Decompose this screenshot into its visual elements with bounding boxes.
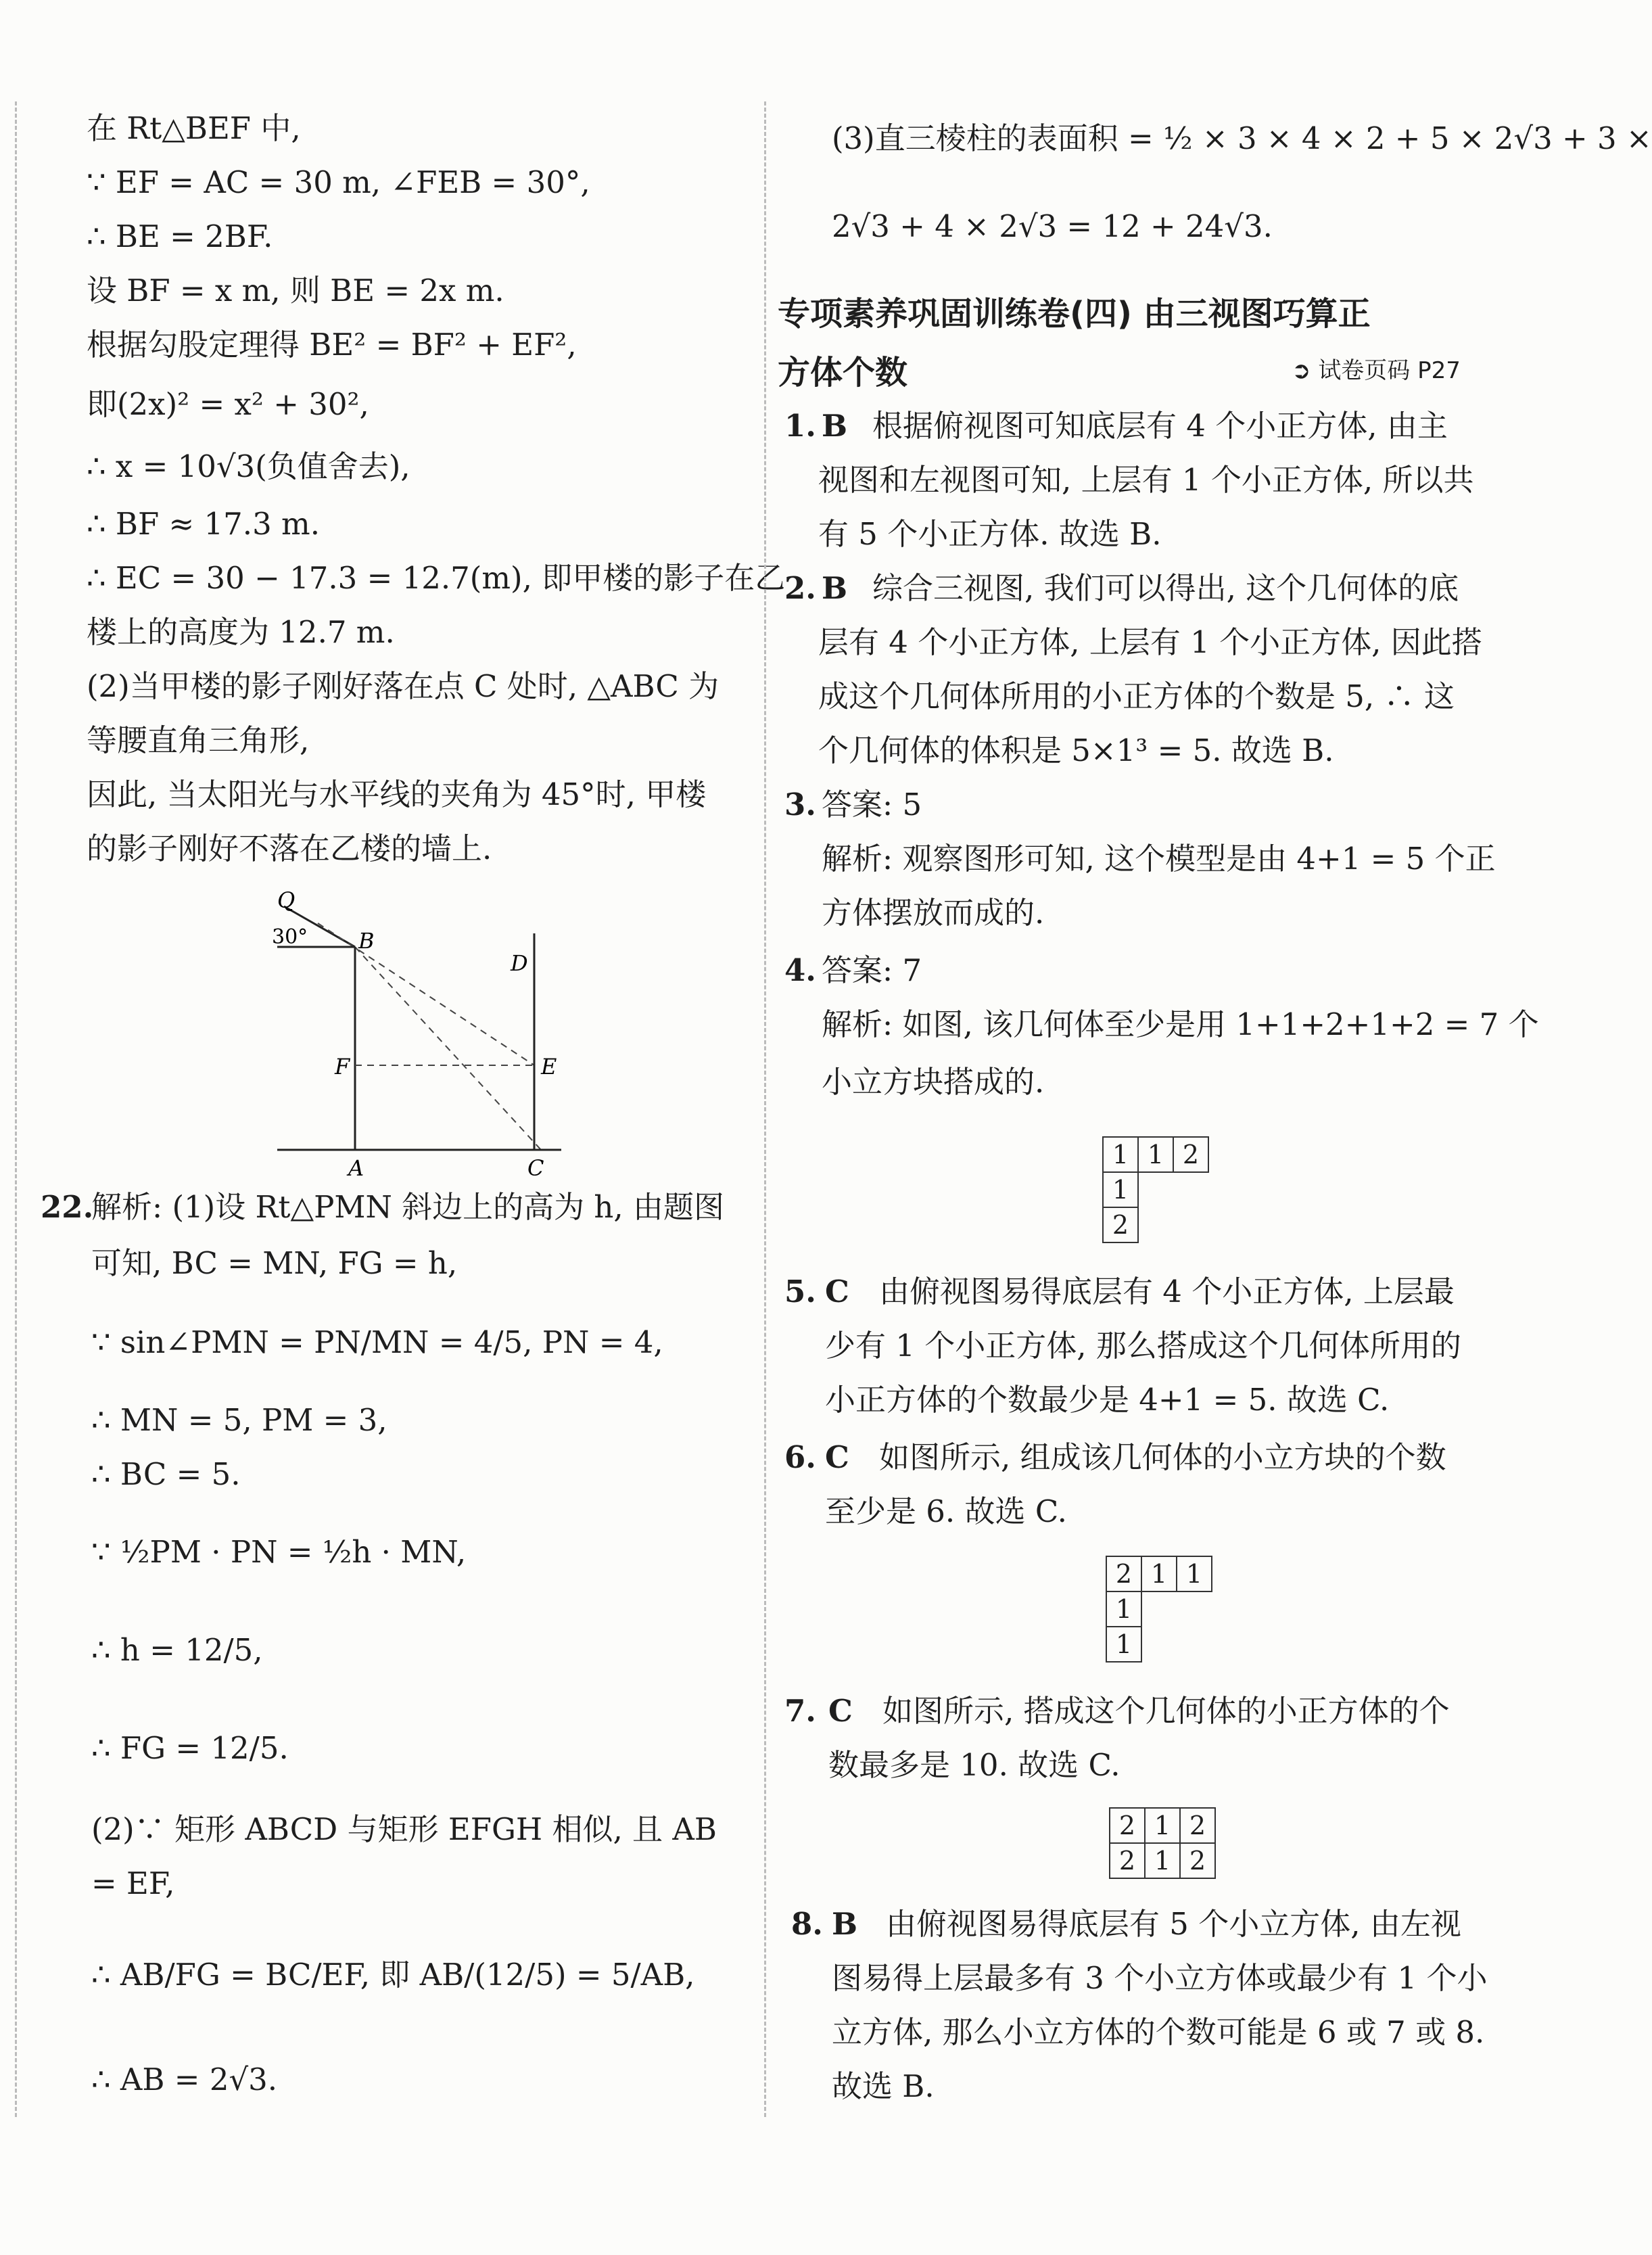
answer-letter: B xyxy=(822,408,848,444)
answer-letter: C xyxy=(825,1439,849,1475)
text-line: 楼上的高度为 12.7 m. xyxy=(87,614,395,650)
text-line: (2)当甲楼的影子刚好落在点 C 处时, △ABC 为 xyxy=(87,668,719,704)
question-number: 7. xyxy=(784,1693,816,1729)
text-line: 在 Rt△BEF 中, xyxy=(87,110,301,146)
text-line: ∴ FG = 12/5. xyxy=(91,1730,289,1766)
label-q: Q xyxy=(277,887,296,913)
text-line: 小正方体的个数最少是 4+1 = 5. 故选 C. xyxy=(825,1382,1390,1418)
text-line: 等腰直角三角形, xyxy=(87,722,310,758)
dashed-ray-be xyxy=(318,923,534,1065)
label-a: A xyxy=(348,1155,364,1181)
text-line: 设 BF = x m, 则 BE = 2x m. xyxy=(87,273,504,308)
page-ref xyxy=(1292,352,1461,385)
grid-cell: 1 xyxy=(1141,1556,1177,1591)
grid-cell: 2 xyxy=(1103,1207,1138,1242)
text-line: ∴ EC = 30 − 17.3 = 12.7(m), 即甲楼的影子在乙 xyxy=(87,560,786,596)
label-f: F xyxy=(335,1054,350,1079)
text-line: 可知, BC = MN, FG = h, xyxy=(91,1245,458,1281)
text-line: 如图所示, 组成该几何体的小立方块的个数 xyxy=(879,1439,1446,1475)
grid-cell: 2 xyxy=(1180,1843,1215,1878)
text-line: 至少是 6. 故选 C. xyxy=(825,1493,1067,1529)
text-line: 解析: 如图, 该几何体至少是用 1+1+2+1+2 = 7 个 xyxy=(822,1006,1539,1042)
section-title: 专项素养巩固训练卷(四) 由三视图巧算正 xyxy=(778,295,1371,333)
question-number: 2. xyxy=(784,570,816,606)
text-line: 综合三视图, 我们可以得出, 这个几何体的底 xyxy=(872,570,1459,606)
answer-letter: C xyxy=(828,1693,853,1729)
grid-cell: 1 xyxy=(1138,1137,1173,1172)
text-line: 的影子刚好不落在乙楼的墙上. xyxy=(87,831,492,866)
grid-cell: 1 xyxy=(1103,1172,1138,1207)
grid-empty xyxy=(1173,1207,1208,1242)
text-line: ∴ BC = 5. xyxy=(91,1456,241,1492)
text-line: ∴ AB/FG = BC/EF, 即 AB/(12/5) = 5/AB, xyxy=(91,1957,695,1993)
question-number: 6. xyxy=(784,1439,816,1475)
question-number: 5. xyxy=(784,1274,816,1309)
answer-letter: B xyxy=(832,1906,858,1942)
question-number: 22. xyxy=(41,1189,94,1225)
count-grid-q6 xyxy=(1106,1556,1212,1663)
text-line: 解析: 观察图形可知, 这个模型是由 4+1 = 5 个正 xyxy=(822,841,1496,877)
right-column xyxy=(764,0,1652,2255)
column-divider-dashed xyxy=(764,101,766,2117)
text-line: 数最多是 10. 故选 C. xyxy=(828,1747,1120,1783)
text-line: 视图和左视图可知, 上层有 1 个小正方体, 所以共 xyxy=(818,462,1474,498)
dashed-ray-bc xyxy=(355,947,541,1150)
text-line: ∴ x = 10√3(负值舍去), xyxy=(87,448,410,484)
count-grid-q4 xyxy=(1102,1136,1209,1243)
label-d: D xyxy=(511,950,528,976)
question-number: 1. xyxy=(784,408,816,444)
text-line: 根据勾股定理得 BE² = BF² + EF², xyxy=(87,327,577,363)
page-ref-label: 试卷页码 P27 xyxy=(1318,357,1461,384)
grid-cell: 2 xyxy=(1110,1843,1145,1878)
text-line: 答案: 5 xyxy=(822,787,922,822)
text-line: ∴ AB = 2√3. xyxy=(91,2062,278,2097)
text-line: 图易得上层最多有 3 个小立方体或最少有 1 个小 xyxy=(832,1960,1488,1996)
grid-empty xyxy=(1173,1172,1208,1207)
grid-empty xyxy=(1141,1627,1177,1662)
question-number: 8. xyxy=(791,1906,823,1942)
text-line: ∴ h = 12/5, xyxy=(91,1632,263,1668)
text-line: ∵ sin∠PMN = PN/MN = 4/5, PN = 4, xyxy=(91,1324,663,1360)
arrow-right-icon: ➲ xyxy=(1292,357,1311,384)
count-grid-q7 xyxy=(1109,1807,1216,1879)
grid-empty xyxy=(1141,1591,1177,1627)
text-line: 故选 B. xyxy=(832,2068,935,2104)
text-line: 层有 4 个小正方体, 上层有 1 个小正方体, 因此搭 xyxy=(818,624,1482,660)
label-b: B xyxy=(358,928,375,954)
answer-letter: B xyxy=(822,570,848,606)
grid-cell: 1 xyxy=(1145,1843,1180,1878)
text-line: ∵ ½PM · PN = ½h · MN, xyxy=(91,1534,467,1570)
grid-cell: 1 xyxy=(1103,1137,1138,1172)
text-line: 方体摆放而成的. xyxy=(822,895,1045,931)
grid-cell: 1 xyxy=(1106,1627,1141,1662)
question-number: 3. xyxy=(784,787,816,822)
grid-cell: 1 xyxy=(1177,1556,1212,1591)
text-line: 有 5 个小正方体. 故选 B. xyxy=(818,516,1162,552)
grid-cell: 1 xyxy=(1145,1808,1180,1843)
grid-empty xyxy=(1177,1627,1212,1662)
text-line: 成这个几何体所用的小正方体的个数是 5, ∴ 这 xyxy=(818,678,1455,714)
grid-empty xyxy=(1177,1591,1212,1627)
text-line: ∴ BF ≈ 17.3 m. xyxy=(87,506,321,542)
text-line: 少有 1 个小正方体, 那么搭成这个几何体所用的 xyxy=(825,1328,1461,1364)
text-line: 即(2x)² = x² + 30², xyxy=(87,386,369,422)
text-line: 立方体, 那么小立方体的个数可能是 6 或 7 或 8. xyxy=(832,2014,1485,2050)
margin-dashed-line xyxy=(15,101,17,2117)
label-e: E xyxy=(541,1054,557,1079)
question-number: 4. xyxy=(784,952,816,988)
label-angle: 30° xyxy=(272,925,308,949)
text-line: 解析: (1)设 Rt△PMN 斜边上的高为 h, 由题图 xyxy=(91,1189,725,1225)
label-c: C xyxy=(527,1155,544,1181)
left-column xyxy=(0,0,786,2255)
grid-empty xyxy=(1138,1172,1173,1207)
grid-empty xyxy=(1138,1207,1173,1242)
grid-cell: 2 xyxy=(1106,1556,1141,1591)
grid-cell: 1 xyxy=(1106,1591,1141,1627)
text-line: 因此, 当太阳光与水平线的夹角为 45°时, 甲楼 xyxy=(87,776,707,812)
text-line: ∴ BE = 2BF. xyxy=(87,218,273,254)
text-line: 小立方块搭成的. xyxy=(822,1064,1045,1100)
shadow-geometry-figure xyxy=(257,887,575,1181)
text-line: 由俯视图易得底层有 5 个小立方体, 由左视 xyxy=(886,1906,1461,1942)
text-line: 答案: 7 xyxy=(822,952,922,988)
text-line: ∵ EF = AC = 30 m, ∠FEB = 30°, xyxy=(87,164,590,200)
text-line: 个几何体的体积是 5×1³ = 5. 故选 B. xyxy=(818,733,1334,768)
grid-cell: 2 xyxy=(1180,1808,1215,1843)
grid-cell: 2 xyxy=(1110,1808,1145,1843)
text-line: 2√3 + 4 × 2√3 = 12 + 24√3. xyxy=(832,208,1273,244)
section-title: 方体个数 xyxy=(778,354,908,392)
text-line: ∴ MN = 5, PM = 3, xyxy=(91,1402,387,1438)
text-line: (2)∵ 矩形 ABCD 与矩形 EFGH 相似, 且 AB xyxy=(91,1811,717,1847)
text-line: = EF, xyxy=(91,1865,175,1901)
text-line: 如图所示, 搭成这个几何体的小正方体的个 xyxy=(882,1693,1450,1729)
text-line: 根据俯视图可知底层有 4 个小正方体, 由主 xyxy=(872,408,1448,444)
text-line: 由俯视图易得底层有 4 个小正方体, 上层最 xyxy=(879,1274,1455,1309)
grid-cell: 2 xyxy=(1173,1137,1208,1172)
text-line: (3)直三棱柱的表面积 = ½ × 3 × 4 × 2 + 5 × 2√3 + 3 × xyxy=(832,120,1652,156)
answer-letter: C xyxy=(825,1274,849,1309)
